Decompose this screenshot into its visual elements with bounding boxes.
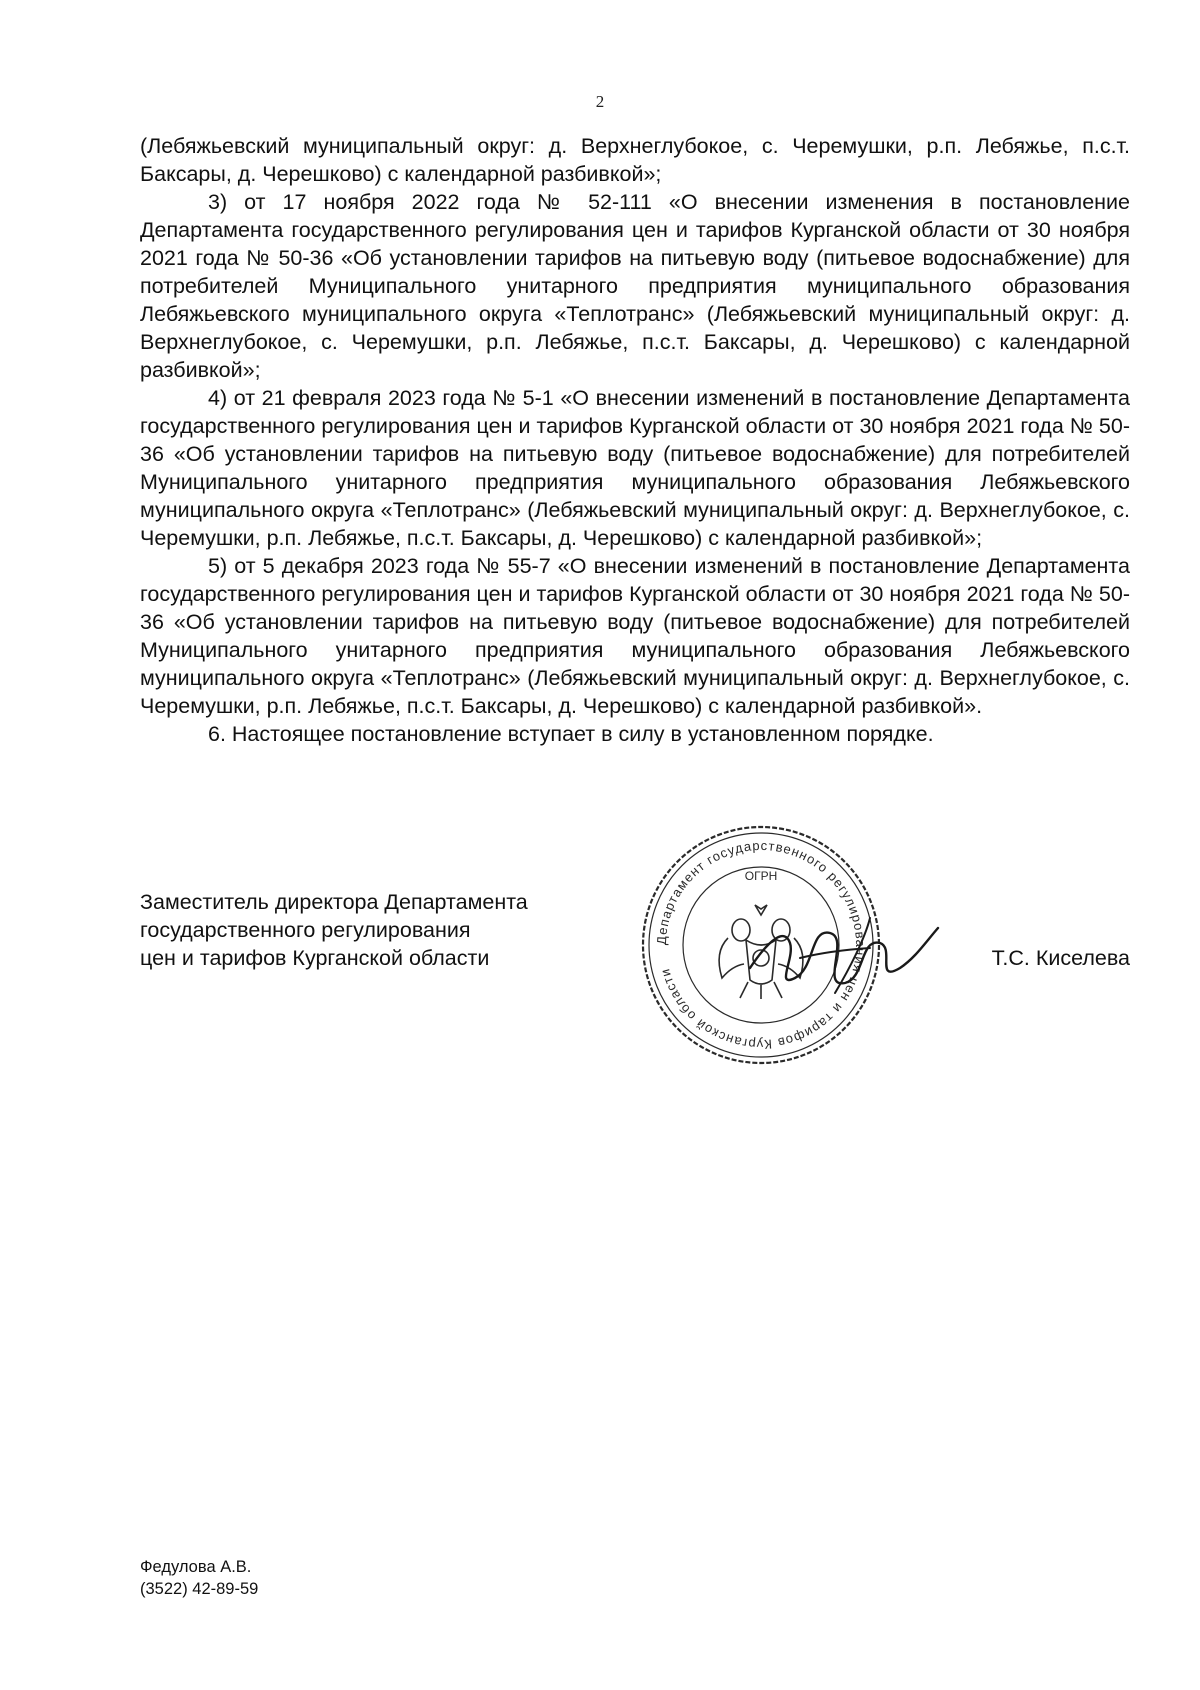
seal-inner-text: ОГРН [744,869,778,883]
paragraph-item-3: 3) от 17 ноября 2022 года № 52-111 «О внесении изменения в постановление Департамента государственного регулирования цен и тарифов Курганской области от 30 ноября 2021 года № 50-36 «Об установлении тарифов на питьевую воду (питьевое водоснабжение) для потребителей Муниципального унитарного предприятия муниципального образования Лебяжьевского муниципального округа «Теплотранс» (Лебяжьевский муниципальный округ: д. Верхнеглубокое, с. Черемушки, р.п. Лебяжье, п.с.т. Баксары, д. Черешково) с календарной разбивкой»; [140,190,1130,382]
document-body [140,132,1130,748]
page-number: 2 [595,92,605,111]
signatory-title-line: государственного регулирования [140,918,471,942]
seal-outer-text: Департамент государственного регулирования цен и тарифов Курганской области [653,837,869,1053]
signatory-title-line: Заместитель директора Департамента [140,890,528,914]
signatory-title [140,888,660,972]
executor-info [140,1556,258,1600]
executor-name: Федулова А.В. [140,1558,252,1576]
signatory-name: Т.С. Киселева [991,946,1130,970]
paragraph-item-6: 6. Настоящее постановление вступает в силу в установленном порядке. [208,722,934,746]
paragraph-item-4: 4) от 21 февраля 2023 года № 5-1 «О внесении изменений в постановление Департамента государственного регулирования цен и тарифов Курганской области от 30 ноября 2021 года № 50-36 «Об установлении тарифов на питьевую воду (питьевое водоснабжение) для потребителей Муниципального унитарного предприятия муниципального образования Лебяжьевского муниципального округа «Теплотранс» (Лебяжьевский муниципальный округ: д. Верхнеглубокое, с. Черемушки, р.п. Лебяжье, п.с.т. Баксары, д. Черешково) с календарной разбивкой»; [140,386,1130,550]
paragraph-item-5: 5) от 5 декабря 2023 года № 55-7 «О внесении изменений в постановление Департамента государственного регулирования цен и тарифов Курганской области от 30 ноября 2021 года № 50-36 «Об установлении тарифов на питьевую воду (питьевое водоснабжение) для потребителей Муниципального унитарного предприятия муниципального образования Лебяжьевского муниципального округа «Теплотранс» (Лебяжьевский муниципальный округ: д. Верхнеглубокое, с. Черемушки, р.п. Лебяжье, п.с.т. Баксары, д. Черешково) с календарной разбивкой». [140,554,1130,718]
executor-phone: (3522) 42-89-59 [140,1580,259,1598]
handwritten-signature [740,898,940,1018]
signatory-title-line: цен и тарифов Курганской области [140,946,490,970]
paragraph-continuation: (Лебяжьевский муниципальный округ: д. Верхнеглубокое, с. Черемушки, р.п. Лебяжье, п.с.т. Баксары, д. Черешково) с календарной разбивкой»; [140,134,1130,186]
